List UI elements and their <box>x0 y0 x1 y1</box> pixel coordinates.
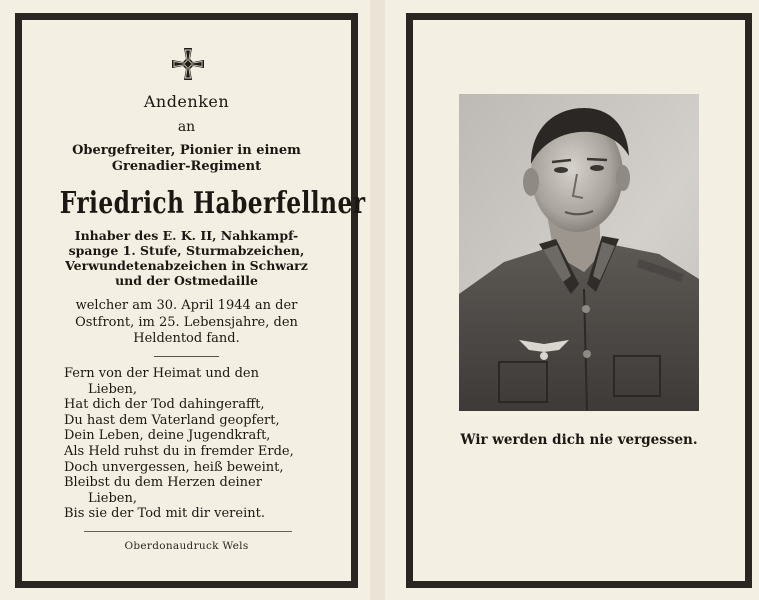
death-line: welcher am 30. April 1944 an der <box>75 298 298 313</box>
photo-caption: Wir werden dich nie vergessen. <box>460 432 698 448</box>
fold-gutter <box>370 0 385 600</box>
death-notice <box>24 298 349 348</box>
poem-line: Hat dich der Tod dahingerafft, <box>64 397 265 413</box>
honors-line: Inhaber des E. K. II, Nahkampf- <box>74 228 299 243</box>
poem-line: Lieben, <box>88 381 138 397</box>
soldier-portrait-photo <box>459 94 699 411</box>
rank-text <box>24 143 349 175</box>
poem-line: Bis sie der Tod mit dir vereint. <box>64 506 265 522</box>
poem-line: Als Held ruhst du in fremder Erde, <box>64 443 294 459</box>
poem-line: Lieben, <box>88 490 138 506</box>
heading-andenken: Andenken <box>143 92 230 111</box>
poem-line: Bleibst du dem Herzen deiner <box>64 475 262 491</box>
heading-an: an <box>177 119 196 135</box>
poem-line: Du hast dem Vaterland geopfert, <box>64 412 280 428</box>
rank-line: Obergefreiter, Pionier in einem <box>72 143 301 158</box>
death-line: Ostfront, im 25. Lebensjahre, den <box>75 314 298 330</box>
honors-line: Verwundetenabzeichen in Schwarz <box>65 258 308 273</box>
divider-long <box>84 531 292 532</box>
printer-imprint: Oberdonaudruck Wels <box>124 540 249 552</box>
honors-text <box>24 228 349 288</box>
poem-line: Dein Leben, deine Jugendkraft, <box>64 428 271 444</box>
poem-line: Fern von der Heimat und den <box>64 366 259 381</box>
memorial-poem <box>64 366 344 522</box>
honors-line: spange 1. Stufe, Sturmabzeichen, <box>68 243 305 258</box>
death-line: Heldentod fand. <box>133 331 240 346</box>
rank-line: Grenadier-Regiment <box>111 159 262 174</box>
iron-cross-icon <box>170 46 206 82</box>
deceased-name: Friedrich Haberfellner <box>59 186 366 221</box>
poem-line: Doch unvergessen, heiß beweint, <box>64 459 284 475</box>
honors-line: und der Ostmedaille <box>115 273 258 288</box>
divider-short <box>154 356 219 357</box>
